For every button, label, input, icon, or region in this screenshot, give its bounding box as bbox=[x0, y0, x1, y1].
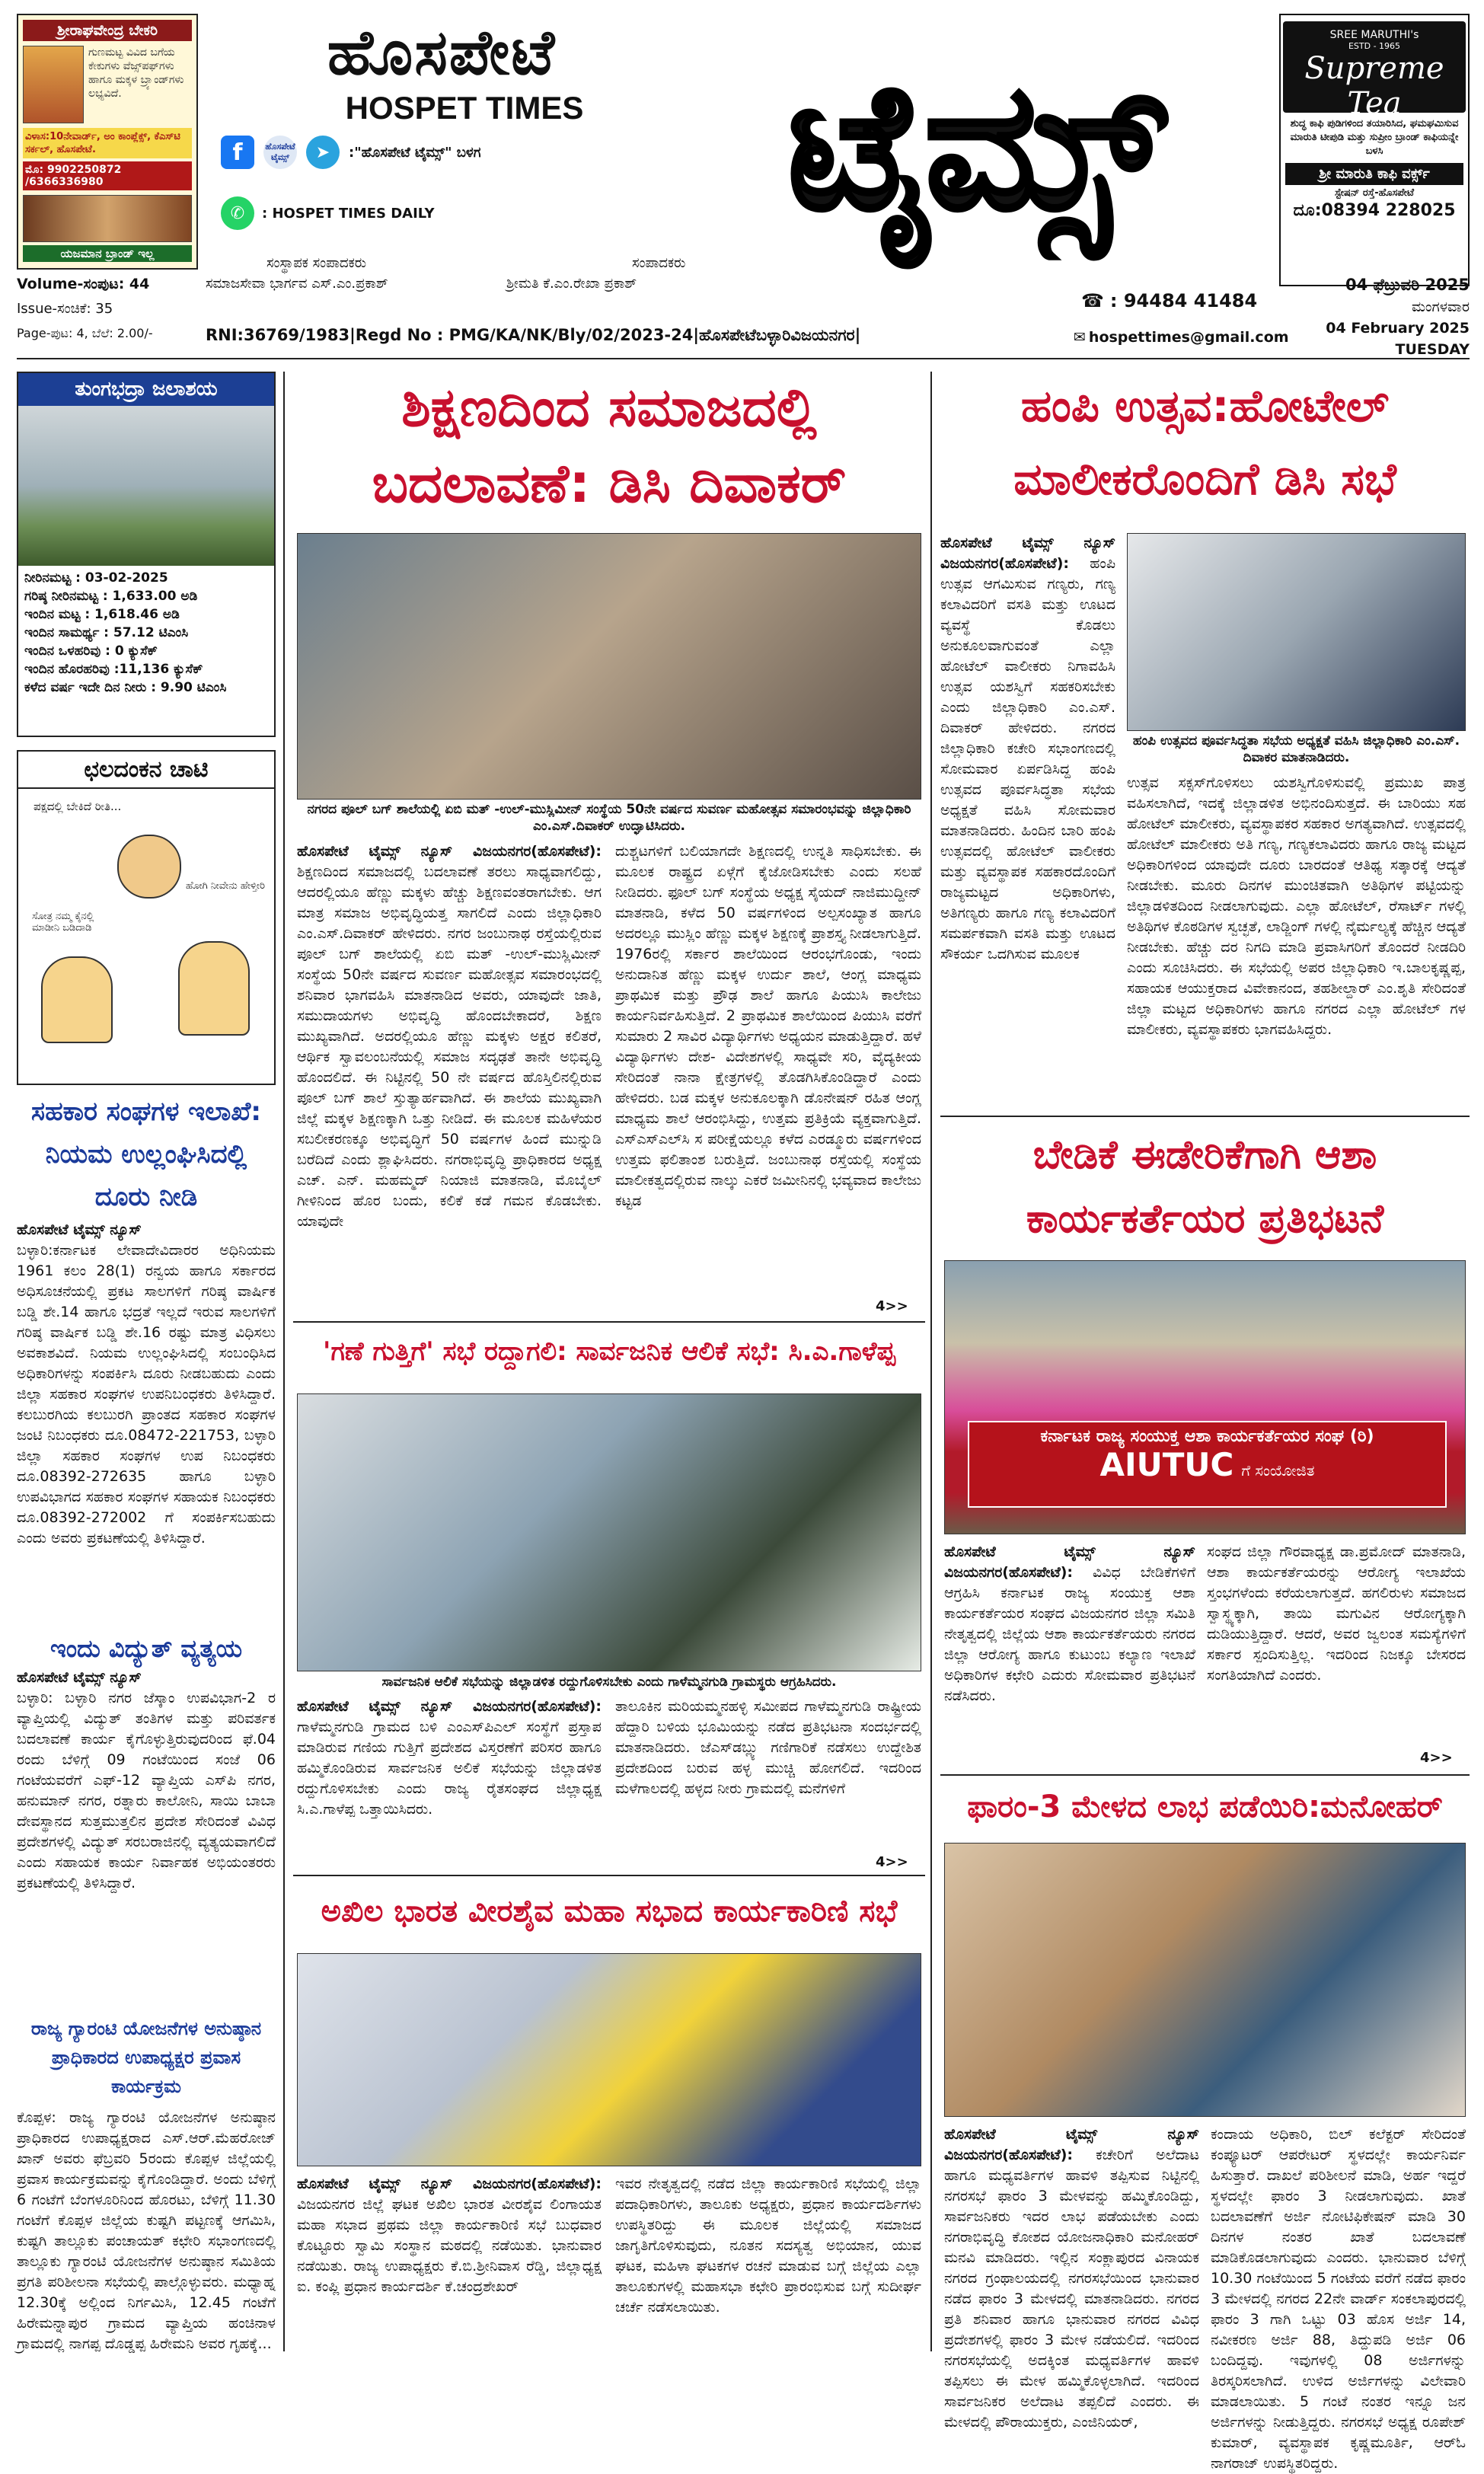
date-kn: 04 ಫೆಬ್ರುವರಿ 2025 bbox=[1345, 276, 1470, 294]
ad-bakery-address: ವಿಳಾಸ:10ನೇವಾರ್ಡ್, ಅಂ ಕಾಂಪ್ಲೆಕ್ಸ್, ಕೆಎಸ್‌ಟಿ ಸರ್ಕಲ್, ಹೊಸಪೇಟೆ. bbox=[23, 128, 192, 158]
dam-reading-row: ಇಂದಿನ ಒಳಹರಿವು : 0 ಕ್ಯುಸೆಕ್ bbox=[24, 643, 158, 659]
email-text[interactable]: hospettimes@gmail.com bbox=[1088, 329, 1289, 346]
left-s2-body bbox=[17, 1668, 276, 2010]
ad-bakery-image bbox=[23, 46, 84, 123]
dam-reading-row: ಇಂದಿನ ಹೊರಹರಿವು :11,136 ಕ್ಯುಸೆಕ್ bbox=[24, 662, 203, 677]
issue: Issue-ಸಂಚಿಕೆ: 35 bbox=[17, 301, 113, 317]
hampi-col-2: ಉತ್ಸವ ಸಕ್ಸಸ್‌ಗೊಳಿಸಲು ಯಶಸ್ವಿಗೊಳಿಸುವಲ್ಲಿ ಪ್ರಮುಖ ಪಾತ್ರ ವಹಿಸಲಾಗಿದೆ, ಇದಕ್ಕೆ ಜಿಲ್ಲಾಡಳಿತ ಅಭಿನಂದಿಸುತ್ತದೆ. ಈ ಬಾರಿಯು ಸಹ ಹೋಟೆಲ್ ಮಾಲೀಕರು, ವ್ಯವಸ್ಥಾಪಕರ ಸಹಕಾರ ಅಗತ್ಯವಾಗಿದೆ. ಉತ್ಸವದಲ್ಲಿ ಹೋಟೆಲ್ ಮಾಲೀಕರು ಅತಿ ಗಣ್ಯ, ಗಣ್ಯಕಲಾವಿದರು ಹಾಗೂ ರಾಜ್ಯ ಮಟ್ಟದ ಅಧಿಕಾರಿಗಳಿಂದ ಯಾವುದೇ ದೂರು ಬಾರದಂತೆ ಆತಿಥ್ಯ ಸತ್ಕಾರಕ್ಕೆ ಆದ್ಯತೆ ನೀಡಬೇಕು. ಮೂರು ದಿನಗಳ ಮುಂಚಿತವಾಗಿ ಅತಿಥಿಗಳ ಪಟ್ಟಿಯನ್ನು ಜಿಲ್ಲಾಡಳಿತದಿಂದ ನೀಡಲಾಗುವುದು. ಎಲ್ಲಾ ಹೋಟೆಲ್, ರೆಸಾರ್ಟ್ ಗಳಲ್ಲಿ ಅತಿಥಿಗಳ ಕೊಠಡಿಗಳ ಸ್ವಚ್ಛತೆ, ಲಾಡ್ಜಿಂಗ್ ಗಳಲ್ಲಿ ನೈರ್ಮಲ್ಯಕ್ಕೆ ಹೆಚ್ಚಿನ ಆದ್ಯತೆ ನೀಡಬೇಕು. ಹೆಚ್ಚು ದರ ನಿಗದಿ ಮಾಡಿ ಪ್ರವಾಸಿಗರಿಗೆ ತೊಂದರೆ ನೀಡದಿರಿ ಎಂದು ಸೂಚಿಸಿದರು. ಈ ಸಭೆಯಲ್ಲಿ ಅಪರ ಜಿಲ್ಲಾಧಿಕಾರಿ ಇ.ಬಾಲಕೃಷ್ಣಪ್ಪ, ಸಹಾಯಕ ಆಯುಕ್ತರಾದ ವಿವೇಕಾನಂದ, ತಹಶೀಲ್ದಾರ್ ಎಂ.ಶೃತಿ ಸೇರಿದಂತೆ ಜಿಲ್ಲಾ ಮಟ್ಟದ ಅಧಿಕಾರಿಗಳು ಹಾಗೂ ನಗರದ ಎಲ್ಲಾ ಹೋಟೆಲ್ ಗಳ ಮಾಲೀಕರು, ವ್ಯವಸ್ಥಾಪಕರು ಭಾಗವಹಿಸಿದ್ದರು. bbox=[1127, 774, 1466, 1038]
day-kn: ಮಂಗಳವಾರ bbox=[1411, 298, 1470, 315]
dam-reading-row: ಇಂದಿನ ಸಾಮರ್ಥ್ಯ : 57.12 ಟಿಎಂಸಿ bbox=[24, 625, 189, 640]
tea-addr: ಸ್ಟೇಷನ್ ರಸ್ತೆ-ಹೊಸಪೇಟೆ bbox=[1334, 187, 1415, 199]
left-s3-title: ರಾಜ್ಯ ಗ್ಯಾರಂಟಿ ಯೋಜನೆಗಳ ಅನುಷ್ಠಾನ ಪ್ರಾಧಿಕಾರದ ಉಪಾಧ್ಯಕ್ಷರ ಪ್ರವಾಸ ಕಾರ್ಯಕ್ರಮ bbox=[30, 2018, 262, 2097]
editor-name: ಶ್ರೀಮತಿ ಕೆ.ಎಂ.ರೇಖಾ ಪ್ರಕಾಶ್ bbox=[506, 276, 637, 292]
tea-body: ಶುದ್ಧ ಕಾಫಿ ಪುಡಿಗಳಿಂದ ತಯಾರಿಸಿದ, ಘಮಘಮಿಸುವ ಮಾರುತಿ ಟೀಪುಡಿ ಮತ್ತು ಸುಪ್ರೀಂ ಬ್ರಾಂಡ್ ಕಾಫಿಯನ್ನೇ ಬಳಸಿ bbox=[1290, 118, 1459, 157]
main-continued[interactable]: 4>> bbox=[876, 1298, 908, 1314]
ganeguthi-headline: 'ಗಣೆ ಗುತ್ತಿಗೆ' ಸಭೆ ರದ್ದಾಗಲಿ: ಸಾರ್ವಜನಿಕ ಆಲಿಕೆ ಸಭೆ: ಸಿ.ಎ.ಗಾಳೆಪ್ಪ bbox=[323, 1336, 895, 1367]
social-row bbox=[221, 133, 678, 171]
main-photo bbox=[297, 533, 921, 800]
form3-col-1-text: ಕಚೇರಿಗೆ ಅಲೆದಾಟ ಹಾಗೂ ಮಧ್ಯವರ್ತಿಗಳ ಹಾವಳಿ ತಪ್ಪಿಸುವ ನಿಟ್ಟಿನಲ್ಲಿ ನಗರಸಭೆ ಫಾರಂ 3 ಮೇಳವನ್ನು ಹಮ್ಮಿಕೊಂಡಿದ್ದು, ಸಾರ್ವಜನಿಕರು ಇದರ ಲಾಭ ಪಡೆಯಬೇಕು ಎಂದು ನಗರಾಭಿವೃದ್ಧಿ ಕೋಶದ ಯೋಜನಾಧಿಕಾರಿ ಮನೋಹರ್ ಮನವಿ ಮಾಡಿದರು. ಇಲ್ಲಿನ ಸಂಕ್ಲಾಪುರದ ವಿನಾಯಕ ನಗರದ ಗ್ರಂಥಾಲಯದಲ್ಲಿ ನಗರಸಭೆಯಿಂದ ಭಾನುವಾರ ನಡೆದ ಫಾರಂ 3 ಮೇಳದಲ್ಲಿ ಮಾತನಾಡಿದರು. ನಗರದ ಪ್ರತಿ ಶನಿವಾರ ಹಾಗೂ ಭಾನುವಾರ ನಗರದ ವಿವಿಧ ಪ್ರದೇಶಗಳಲ್ಲಿ ಫಾರಂ 3 ಮೇಳ ನಡೆಯಲಿದೆ. ಇದರಿಂದ ನಗರಸಭೆಯಲ್ಲಿ ಅದಕ್ಕಿಂತ ಮಧ್ಯವರ್ತಿಗಳ ಹಾವಳಿ ತಪ್ಪಿಸಲು ಈ ಮೇಳ ಹಮ್ಮಿಕೊಳ್ಳಲಾಗಿದೆ. ಇದರಿಂದ ಸಾರ್ವಜನಿಕರ ಅಲೆದಾಟ ತಪ್ಪಲಿದೆ ಎಂದರು. ಈ ಮೇಳದಲ್ಲಿ ಪೌರಾಯುಕ್ತರು, ಎಂಜಿನಿಯರ್, bbox=[944, 2147, 1199, 2431]
whatsapp-icon[interactable]: ✆ bbox=[221, 196, 254, 230]
veerashaiva-lead: ಹೊಸಪೇಟೆ ಟೈಮ್ಸ್ ನ್ಯೂಸ್ ವಿಜಯನಗರ(ಹೊಸಪೇಟೆ): bbox=[297, 2176, 602, 2192]
tea-brand: Supreme Tea bbox=[1304, 51, 1444, 121]
telegram-text: :"ಹೊಸಪೇಟೆ ಟೈಮ್ಸ್" ಬಳಗ bbox=[349, 144, 481, 161]
day-en: TUESDAY bbox=[1395, 341, 1470, 358]
left-s1-text: ಬಳ್ಳಾರಿ:ಕರ್ನಾಟಕ ಲೇವಾದೇವಿದಾರರ ಅಧಿನಿಯಮ 1961 ಕಲಂ 28(1) ರನ್ವಯ ಹಾಗೂ ಸರ್ಕಾರದ ಅಧಿಸೂಚನೆಯಲ್ಲಿ ಪ್ರಕಟ ಸಾಲಗಳಿಗೆ ಗರಿಷ್ಠ ವಾರ್ಷಿಕ ಬಡ್ಡಿ ಶೇ.14 ಹಾಗೂ ಭದ್ರತೆ ಇಲ್ಲದೆ ಇರುವ ಸಾಲಗಳಿಗೆ ಗರಿಷ್ಠ ವಾರ್ಷಿಕ ಬಡ್ಡಿ ಶೇ.16 ರಷ್ಟು ಮಾತ್ರ ವಿಧಿಸಲು ಅವಕಾಶವಿದೆ. ನಿಯಮ ಉಲ್ಲಂಘಿಸಿದಲ್ಲಿ ಸಂಬಂಧಿಸಿದ ಅಧಿಕಾರಿಗಳನ್ನು ಸಂಪರ್ಕಿಸಿ ದೂರು ನೀಡಬಹುದು ಎಂದು ಜಿಲ್ಲಾ ಸಹಕಾರ ಸಂಘಗಳ ಉಪನಿಬಂಧಕರು ತಿಳಿಸಿದ್ದಾರೆ. ಕಲಬುರಗಿಯ ಕಲಬುರಗಿ ಪ್ರಾಂತದ ಸಹಕಾರ ಸಂಘಗಳ ಜಂಟಿ ನಿಬಂಧಕರು ದೂ.08472-221753, ಬಳ್ಳಾರಿ ಜಿಲ್ಲಾ ಸಹಕಾರ ಸಂಘಗಳ ಉಪ ನಿಬಂಧಕರು ದೂ.08392-272635 ಹಾಗೂ ಬಳ್ಳಾರಿ ಉಪವಿಭಾಗದ ಸಹಕಾರ ಸಂಘಗಳ ಸಹಾಯಕ ನಿಬಂಧಕರು ದೂ.08392-272002 ಗೆ ಸಂಪರ್ಕಿಸಬಹುದು ಎಂದು ಅವರು ಪ್ರಕಟಣೆಯಲ್ಲಿ ತಿಳಿಸಿದ್ದಾರೆ. bbox=[17, 1242, 276, 1547]
veerashaiva-col-2: ಇವರ ನೇತೃತ್ವದಲ್ಲಿ ನಡೆದ ಜಿಲ್ಲಾ ಕಾರ್ಯಕಾರಿಣಿ ಸಭೆಯಲ್ಲಿ ಜಿಲ್ಲಾ ಪದಾಧಿಕಾರಿಗಳು, ತಾಲೂಕು ಅಧ್ಯಕ್ಷರು, ಪ್ರಧಾನ ಕಾರ್ಯದರ್ಶಿಗಳು ಉಪಸ್ಥಿತರಿದ್ದು ಈ ಮೂಲಕ ಜಿಲ್ಲೆಯಲ್ಲಿ ಸಮಾಜದ ಜಾಗೃತಿಗೊಳಿಸುವುದು, ನೂತನ ಸದಸ್ಯತ್ವ ಅಭಿಯಾನ, ಯುವ ಘಟಕ, ಮಹಿಳಾ ಘಟಕಗಳ ರಚನೆ ಮಾಡುವ ಬಗ್ಗೆ ಜಿಲ್ಲೆಯ ಎಲ್ಲಾ ತಾಲೂಕುಗಳಲ್ಲಿ ಮಹಾಸಭಾ ಕಛೇರಿ ಪ್ರಾರಂಭಿಸುವ ಬಗ್ಗೆ ಸುದೀರ್ಘ ಚರ್ಚೆ ನಡೆಸಲಾಯಿತು. bbox=[615, 2176, 921, 2316]
pages-price: Page-ಪುಟ: 4, ಬೆಲೆ: 2.00/- bbox=[17, 326, 153, 340]
ad-bakery-brand: ಯಜಮಾನ ಬ್ರಾಂಡ್ ಇಲ್ಲ bbox=[23, 245, 192, 262]
ad-supreme-tea bbox=[1279, 14, 1470, 286]
hampi-photo bbox=[1127, 533, 1466, 731]
tea-since: ESTD - 1965 bbox=[1348, 41, 1401, 51]
veerashaiva-col-1 bbox=[297, 2174, 602, 2353]
main-col-2: ದುಶ್ಚಟಗಳಿಗೆ ಬಲಿಯಾಗದೇ ಶಿಕ್ಷಣದಲ್ಲಿ ಉನ್ನತಿ ಸಾಧಿಸಬೇಕು. ಈ ಮೂಲಕ ರಾಷ್ಟ್ರದ ಏಳ್ಗೆಗೆ ಕೈಜೋಡಿಸಬೇಕು ಎಂದು ಸಲಹೆ ನೀಡಿದರು. ಫೂಲ್ ಬಗ್ ಸಂಸ್ಥೆಯ ಅಧ್ಯಕ್ಷ ಸೈಯದ್ ನಾಜಿಮುದ್ದೀನ್ ಮಾತನಾಡಿ, ಕಳೆದ 50 ವರ್ಷಗಳಿಂದ ಅಲ್ಪಸಂಖ್ಯಾತ ಹಾಗೂ ಅದರಲ್ಲೂ ಮುಸ್ಲಿಂ ಹೆಣ್ಣು ಮಕ್ಕಳ ಶಿಕ್ಷಣಕ್ಕೆ ಪ್ರಾಶಸ್ತ್ಯ ನೀಡಲಾಗುತ್ತಿದೆ. 1976ರಲ್ಲಿ ಸರ್ಕಾರ ಶಾಲೆಯಿಂದ ಆರಂಭಗೊಂಡು, ಇಂದು ಅನುದಾನಿತ ಹೆಣ್ಣು ಮಕ್ಕಳ ಉರ್ದು ಶಾಲೆ, ಆಂಗ್ಲ ಮಾಧ್ಯಮ ಪ್ರಾಥಮಿಕ ಮತ್ತು ಪ್ರೌಢ ಶಾಲೆ ಹಾಗೂ ಪಿಯುಸಿ ಕಾಲೇಜು ಕಾರ್ಯನಿರ್ವಹಿಸುತ್ತಿದೆ. 2 ಪ್ರಾಥಮಿಕ ಶಾಲೆಯಿಂದ ಪಿಯುಸಿ ವರೆಗೆ ಸುಮಾರು 2 ಸಾವಿರ ವಿದ್ಯಾರ್ಥಿಗಳು ಅಧ್ಯಯನ ಮಾಡುತ್ತಿದ್ದಾರೆ. ಹಳೆ ವಿದ್ಯಾರ್ಥಿಗಳು ದೇಶ- ವಿದೇಶಗಳಲ್ಲಿ ಸಾಧ್ಯವೇ ಸರಿ, ವೈದ್ಯಕೀಯ ಸೇರಿದಂತೆ ನಾನಾ ಕ್ಷೇತ್ರಗಳಲ್ಲಿ ತೊಡಗಿಸಿಕೊಂಡಿದ್ದಾರೆ ಎಂದು ಹೇಳಿದರು. ಬಡ ಮಕ್ಕಳ ಅನುಕೂಲಕ್ಕಾಗಿ ಡೊನೇಷನ್ ರಹಿತ ಆಂಗ್ಲ ಮಾಧ್ಯಮ ಶಾಲೆ ಆರಂಭಿಸಿದ್ದು, ಉತ್ತಮ ಪ್ರತಿಕ್ರಿಯೆ ವ್ಯಕ್ತವಾಗುತ್ತಿದೆ. ಎಸ್‌ಎಸ್‌ಎಲ್‌ಸಿ ಸ ಪರೀಕ್ಷೆಯಲ್ಲೂ ಕಳೆದ ಎರಡ್ಮೂರು ವರ್ಷಗಳಿಂದ ಉತ್ತಮ ಫಲಿತಾಂಶ ಬರುತ್ತಿದೆ. ಜಂಬುನಾಥ ರಸ್ತೆಯಲ್ಲಿ ಸಂಸ್ಥೆಯ ಮಾಲೀಕತ್ವದಲ್ಲಿರುವ ನಾಲ್ಕು ಎಕರೆ ಜಮೀನಿನಲ್ಲಿ ಭವ್ಯವಾದ ಕಾಲೇಜು ಕಟ್ಟಡ bbox=[615, 843, 921, 1209]
masthead-title-en: HOSPET TIMES bbox=[345, 90, 584, 126]
ganeguthi-caption: ಸಾರ್ವಜನಿಕ ಆಲಿಕೆ ಸಭೆಯನ್ನು ಜಿಲ್ಲಾಡಳಿತ ರದ್ದುಗೊಳಿಸಬೇಕು ಎಂದು ಗಾಳೆಮ್ಮನಗುಡಿ ಗ್ರಾಮಸ್ಥರು ಆಗ್ರಹಿಸಿದರು. bbox=[381, 1674, 837, 1690]
left-s2-title: ಇಂದು ವಿದ್ಯುತ್ ವ್ಯತ್ಯಯ bbox=[50, 1634, 242, 1663]
masthead-title-kn: ಹೊಸಪೇಟೆ bbox=[327, 17, 557, 89]
asha-banner-sub2: ಗೆ ಸಂಯೋಜಿತ bbox=[1241, 1461, 1315, 1480]
dam-reading-row: ಕಳೆದ ವರ್ಷ ಇದೇ ದಿನ ನೀರು : 9.90 ಟಿಎಂಸಿ bbox=[24, 680, 227, 695]
asha-continued[interactable]: 4>> bbox=[1420, 1750, 1453, 1766]
dam-photo bbox=[18, 406, 274, 566]
email-icon: ✉ bbox=[1074, 329, 1086, 346]
asha-banner-sub: AIUTUC bbox=[1099, 1446, 1234, 1483]
whatsapp-text: : HOSPET TIMES DAILY bbox=[262, 205, 435, 222]
ganeguthi-continued[interactable]: 4>> bbox=[876, 1854, 908, 1870]
veerashaiva-col-1-text: ವಿಜಯನಗರ ಜಿಲ್ಲೆ ಘಟಕ ಅಖಿಲ ಭಾರತ ವೀರಶೈವ ಲಿಂಗಾಯತ ಮಹಾ ಸಭಾದ ಪ್ರಥಮ ಜಿಲ್ಲಾ ಕಾರ್ಯಕಾರಿಣಿ ಸಭೆ ಬುಧವಾರ ಕೊಟ್ಟೂರು ಸ್ವಾಮಿ ಸಂಸ್ಥಾನ ಮಠದಲ್ಲಿ ನಡೆಯಿತು. ಭಾನುವಾರ ನಡೆಯಿತು. ರಾಜ್ಯ ಉಪಾಧ್ಯಕ್ಷರು ಕೆ.ಬಿ.ಶ್ರೀನಿವಾಸ ರೆಡ್ಡಿ, ಜಿಲ್ಲಾಧ್ಯಕ್ಷ ಐ. ಕಂಪ್ಲಿ ಪ್ರಧಾನ ಕಾರ್ಯದರ್ಶಿ ಕೆ.ಚಂದ್ರಶೇಖರ್ bbox=[297, 2196, 602, 2295]
dam-reading-row: ಗರಿಷ್ಠ ನೀರಿನಮಟ್ಟ : 1,633.00 ಅಡಿ bbox=[24, 589, 198, 604]
telegram-icon[interactable]: ➤ bbox=[306, 136, 340, 169]
hampi-intro-text: ಹಂಪಿ ಉತ್ಸವ ಆಗಮಿಸುವ ಗಣ್ಯರು, ಗಣ್ಯ ಕಲಾವಿದರಿಗೆ ವಸತಿ ಮತ್ತು ಊಟದ ವ್ಯವಸ್ಥೆ ಕೊಡಲು ಅನುಕೂಲವಾಗುವಂತೆ ಎಲ್ಲಾ ಹೋಟೆಲ್ ವಾಲೀಕರು ನಿಗಾವಹಿಸಿ ಉತ್ಸವ ಯಶಸ್ವಿಗೆ ಸಹಕರಿಸಬೇಕು ಎಂದು ಜಿಲ್ಲಾಧಿಕಾರಿ ಎಂ.ಎಸ್. ದಿವಾಕರ್ ಹೇಳಿದರು. ನಗರದ ಜಿಲ್ಲಾಧಿಕಾರಿ ಕಚೇರಿ ಸಭಾಂಗಣದಲ್ಲಿ ಸೋಮವಾರ ಏರ್ಪಡಿಸಿದ್ದ ಹಂಪಿ ಉತ್ಸವದ ಪೂರ್ವಸಿದ್ಧತಾ ಸಭೆಯ ಅಧ್ಯಕ್ಷತೆ ವಹಿಸಿ ಸೋಮವಾರ ಮಾತನಾಡಿದರು. ಹಿಂದಿನ ಬಾರಿ ಹಂಪಿ ಉತ್ಸವದಲ್ಲಿ ಹೋಟೆಲ್ ವಾಲೀಕರು ಮತ್ತು ವ್ಯವಸ್ಥಾಪಕ ಸಹಕಾರದೊಂದಿಗೆ ರಾಜ್ಯಮಟ್ಟದ ಅಧಿಕಾರಿಗಳು, ಅತಿಗಣ್ಯರು ಹಾಗೂ ಗಣ್ಯ ಕಲಾವಿದರಿಗೆ ಸಮರ್ಪಕವಾಗಿ ವಸತಿ ಮತ್ತು ಊಟದ ಸೌಕರ್ಯ ಒದಗಿಸುವ ಮೂಲಕ bbox=[940, 555, 1115, 962]
hampi-intro bbox=[940, 533, 1115, 1112]
tea-phone: ದೂ:08394 228025 bbox=[1293, 201, 1456, 220]
ganeguthi-col-2: ತಾಲೂಕಿನ ಮರಿಯಮ್ಮನಹಳ್ಳಿ ಸಮೀಪದ ಗಾಳೆಮ್ಮನಗುಡಿ ರಾಷ್ಟ್ರೀಯ ಹೆದ್ದಾರಿ ಬಳಿಯ ಭೂಮಿಯನ್ನು ನಡೆದ ಪ್ರತಿಭಟನಾ ಸಂದರ್ಭದಲ್ಲಿ ಮಾತನಾಡಿದರು. ಜೆಎಸ್‌ಡಬ್ಲ್ಯು ಗಣಿಗಾರಿಕೆ ನಡೆಸಲು ಉದ್ದೇಶಿತ ಪ್ರದೇಶದಿಂದ ಬರುವ ಹಳ್ಳ ಮುಚ್ಚಿ ಹೋಗಲಿದೆ. ಇದರಿಂದ ಮಳೆಗಾಲದಲ್ಲಿ ಹಳ್ಳದ ನೀರು ಗ್ರಾಮದಲ್ಲಿ ಮನೆಗಳಿಗೆ bbox=[615, 1698, 921, 1797]
main-lead: ಹೊಸಪೇಟೆ ಟೈಮ್ಸ್ ನ್ಯೂಸ್ ವಿಜಯನಗರ(ಹೊಸಪೇಟೆ): bbox=[297, 843, 602, 860]
phone-number: : 94484 41484 bbox=[1109, 290, 1258, 311]
veerashaiva-headline: ಅಖಿಲ ಭಾರತ ವೀರಶೈವ ಮಹಾ ಸಭಾದ ಕಾರ್ಯಕಾರಿಣಿ ಸಭೆ bbox=[321, 1894, 898, 1929]
tea-brand-top: SREE MARUTHI's bbox=[1329, 29, 1419, 41]
asha-col-1-text: ವಿವಿಧ ಬೇಡಿಕೆಗಳಿಗೆ ಆಗ್ರಹಿಸಿ ಕರ್ನಾಟಕ ರಾಜ್ಯ ಸಂಯುಕ್ತ ಆಶಾ ಕಾರ್ಯಕರ್ತೆಯರ ಸಂಘದ ವಿಜಯನಗರ ಜಿಲ್ಲಾ ಸಮಿತಿ ನೇತೃತ್ವದಲ್ಲಿ ಜಿಲ್ಲೆಯ ಆಶಾ ಕಾರ್ಯಕರ್ತೆಯರು ನಗರದ ಜಿಲ್ಲಾ ಆರೋಗ್ಯ ಹಾಗೂ ಕುಟುಂಬ ಕಲ್ಯಾಣ ಇಲಾಖೆ ಅಧಿಕಾರಿಗಳ ಕಛೇರಿ ಎದುರು ಸೋಮವಾರ ಪ್ರತಿಭಟನೆ ನಡೆಸಿದರು. bbox=[944, 1564, 1195, 1704]
ad-bakery-phones: ಮೊ: 9902250872 /6366336980 bbox=[23, 161, 192, 190]
left-s1-body bbox=[17, 1220, 276, 1630]
dam-readings bbox=[18, 566, 274, 700]
left-s3-body: ಕೊಪ್ಪಳ: ರಾಜ್ಯ ಗ್ಯಾರಂಟಿ ಯೋಜನೆಗಳ ಅನುಷ್ಠಾನ ಪ್ರಾಧಿಕಾರದ ಉಪಾಧ್ಯಕ್ಷರಾದ ಎಸ್.ಆರ್.ಮೆಹರೋಜ್ ಖಾನ್ ಅವರು ಫೆಬ್ರವರಿ 5ರಂದು ಕೊಪ್ಪಳ ಜಿಲ್ಲೆಯಲ್ಲಿ ಪ್ರವಾಸ ಕಾರ್ಯಕ್ರಮವನ್ನು ಕೈಗೊಂಡಿದ್ದಾರೆ. ಅಂದು ಬೆಳಿಗ್ಗೆ 6 ಗಂಟೆಗೆ ಬೆಂಗಳೂರಿನಿಂದ ಹೊರಟು, ಬೆಳಿಗ್ಗೆ 11.30 ಗಂಟೆಗೆ ಕೊಪ್ಪಳ ಜಿಲ್ಲೆಯ ಕುಷ್ಟಗಿ ಪಟ್ಟಣಕ್ಕೆ ಆಗಮಿಸಿ, ಕುಷ್ಟಗಿ ತಾಲ್ಲೂಕು ಪಂಚಾಯತ್ ಕಛೇರಿ ಸಭಾಂಗಣದಲ್ಲಿ ತಾಲ್ಲೂಕು ಗ್ಯಾರಂಟಿ ಯೋಜನೆಗಳ ಅನುಷ್ಠಾನ ಸಮಿತಿಯ ಪ್ರಗತಿ ಪರಿಶೀಲನಾ ಸಭೆಯಲ್ಲಿ ಪಾಲ್ಗೊಳ್ಳುವರು. ಮಧ್ಯಾಹ್ನ 12.30ಕ್ಕೆ ಅಲ್ಲಿಂದ ನಿರ್ಗಮಿಸಿ, 12.45 ಗಂಟೆಗೆ ಹಿರೇಮನ್ನಾಪುರ ಗ್ರಾಮದ ವ್ಯಾಪ್ತಿಯ ಹಂಚಿನಾಳ ಗ್ರಾಮದಲ್ಲಿ ನಾಗಪ್ಪ ದೊಡ್ಡಪ್ಪ ಹಿರೇಮನಿ ಅವರ ಗೃಹಕ್ಕೆ... bbox=[17, 2109, 276, 2352]
instagram-like-icon: ಹೊಸಪೇಟೆ ಟೈಮ್ಸ್ bbox=[263, 136, 297, 169]
ad-bakery-cakes bbox=[23, 195, 192, 242]
main-headline: ಶಿಕ್ಷಣದಿಂದ ಸಮಾಜದಲ್ಲಿ ಬದಲಾವಣೆ: ಡಿಸಿ ದಿವಾಕರ್ bbox=[372, 376, 847, 515]
tea-shop: ಶ್ರೀ ಮಾರುತಿ ಕಾಫಿ ವರ್ಕ್ಸ್ bbox=[1285, 163, 1463, 185]
dam-reading-row: ಇಂದಿನ ಮಟ್ಟ : 1,618.46 ಅಡಿ bbox=[24, 607, 180, 622]
hampi-lead: ಹೊಸಪೇಟೆ ಟೈಮ್ಸ್ ನ್ಯೂಸ್ ವಿಜಯನಗರ(ಹೊಸಪೇಟೆ): bbox=[940, 535, 1115, 572]
ganeguthi-lead: ಹೊಸಪೇಟೆ ಟೈಮ್ಸ್ ನ್ಯೂಸ್ ವಿಜಯನಗರ(ಹೊಸಪೇಟೆ): bbox=[297, 1698, 602, 1715]
asha-photo bbox=[944, 1260, 1466, 1534]
dam-title: ತುಂಗಭದ್ರಾ ಜಲಾಶಯ bbox=[18, 373, 274, 406]
left-s2-lead: ಹೊಸಪೇಟೆ ಟೈಮ್ಸ್ ನ್ಯೂಸ್ bbox=[17, 1669, 142, 1686]
form3-lead: ಹೊಸಪೇಟೆ ಟೈಮ್ಸ್ ನ್ಯೂಸ್ ವಿಜಯನಗರ(ಹೊಸಪೇಟೆ): bbox=[944, 2126, 1199, 2163]
cartoon-image bbox=[18, 789, 274, 1071]
ad-bakery bbox=[17, 14, 198, 270]
hampi-caption: ಹಂಪಿ ಉತ್ಸವದ ಪೂರ್ವಸಿದ್ಧತಾ ಸಭೆಯ ಅಧ್ಯಕ್ಷತೆ ವಹಿಸಿ ಜಿಲ್ಲಾಧಿಕಾರಿ ಎಂ.ಎಸ್. ದಿವಾಕರ ಮಾತನಾಡಿದರು. bbox=[1132, 733, 1460, 765]
form3-col-2: ಕಂದಾಯ ಅಧಿಕಾರಿ, ಬಿಲ್ ಕಲೆಕ್ಟರ್ ಸೇರಿದಂತೆ ಕಂಪ್ಯೂಟರ್ ಆಪರೇಟರ್ ಸ್ಥಳದಲ್ಲೇ ಕಾರ್ಯನಿರ್ವ ಹಿಸುತ್ತಾರೆ. ದಾಖಲೆ ಪರಿಶೀಲನೆ ಮಾಡಿ, ಅರ್ಹ ಇದ್ದರೆ ಸ್ಥಳದಲ್ಲೇ ಫಾರಂ 3 ನೀಡಲಾಗುವುದು. ಖಾತೆ ಬದಲಾವಣೆಗೆ ಅರ್ಜಿ ನೋಟಿಫಿಕೇಷನ್ ಮಾಡಿ 30 ದಿನಗಳ ನಂತರ ಖಾತೆ ಬದಲಾವಣೆ ಮಾಡಿಕೊಡಲಾಗುವುದು ಎಂದರು. ಭಾನುವಾರ ಬೆಳಿಗ್ಗೆ 10.30 ಗಂಟೆಯಿಂದ 5 ಗಂಟೆಯ ವರೆಗೆ ನಡೆದ ಫಾರಂ 3 ಮೇಳದಲ್ಲಿ ನಗರದ 22ನೇ ವಾರ್ಡ್ ಸಂಕಲಾಪುರದಲ್ಲಿ ಫಾರಂ 3 ಗಾಗಿ ಒಟ್ಟು 03 ಹೊಸ ಅರ್ಜಿ 14, ನವೀಕರಣ ಅರ್ಜಿ 88, ತಿದ್ದುಪಡಿ ಅರ್ಜಿ 06 ಬಂದಿದ್ದವು. ಇವುಗಳಲ್ಲಿ 08 ಅರ್ಜಿಗಳನ್ನು ತಿರಸ್ಕರಿಸಲಾಗಿದೆ. ಉಳಿದ ಅರ್ಜಿಗಳನ್ನು ವಿಲೇವಾರಿ ಮಾಡಲಾಯಿತು. 5 ಗಂಟೆ ನಂತರ ಇನ್ನೂ ಜನ ಅರ್ಜಿಗಳನ್ನು ನೀಡುತ್ತಿದ್ದರು. ನಗರಸಭೆ ಅಧ್ಯಕ್ಷ ರೂಪೇಶ್ ಕುಮಾರ್, ವ್ಯವಸ್ಥಾಪಕ ಕೃಷ್ಣಮೂರ್ತಿ, ಆರ್‌ಓ ನಾಗರಾಜ್ ಉಪಸ್ಥಿತರಿದ್ದರು. bbox=[1211, 2126, 1466, 2472]
editorial-labels bbox=[221, 255, 799, 276]
main-col-1-text: ಶಿಕ್ಷಣದಿಂದ ಸಮಾಜದಲ್ಲಿ ಬದಲಾವಣೆ ತರಲು ಸಾಧ್ಯವಾಗಲಿದ್ದು, ಆದರಲ್ಲಿಯೂ ಹೆಣ್ಣು ಮಕ್ಕಳು ಹೆಚ್ಚು ಶಿಕ್ಷಣವಂತರಾಗಬೇಕು. ಆಗ ಮಾತ್ರ ಸಮಾಜ ಅಭಿವೃದ್ಧಿಯತ್ತ ಸಾಗಲಿದೆ ಎಂದು ಜಿಲ್ಲಾಧಿಕಾರಿ ಎಂ.ಎಸ್.ದಿವಾಕರ್ ಹೇಳಿದರು. ನಗರ ಜಂಬುನಾಥ ರಸ್ತೆಯಲ್ಲಿರುವ ಪೂಲ್ ಬಗ್ ಶಾಲೆಯಲ್ಲಿ ಏಬಿ ಮತ್ -ಉಲ್-ಮುಸ್ಲಿಮೀನ್ ಸಂಸ್ಥೆಯ 50ನೇ ವರ್ಷದ ಸುವರ್ಣ ಮಹೋತ್ಸವ ಸಮಾರಂಭದಲ್ಲಿ ಶನಿವಾರ ಭಾಗವಹಿಸಿ ಮಾತನಾಡಿದ ಅವರು, ಯಾವುದೇ ಜಾತಿ, ಸಮುದಾಯಗಳು ಅಭಿವೃದ್ಧಿ ಹೊಂದಬೇಕಾದರೆ, ಶಿಕ್ಷಣ ಮುಖ್ಯವಾಗಿದೆ. ಅದರಲ್ಲಿಯೂ ಹೆಣ್ಣು ಮಕ್ಕಳು ಅಕ್ಷರ ಕಲಿತರೆ, ಆರ್ಥಿಕ ಸ್ವಾವಲಂಬನೆಯಲ್ಲಿ ಸಮಾಜ ಸದೃಢತೆ ತಾನೇ ಅಭಿವೃದ್ಧಿ ಹೊಂದಲಿದೆ. ಈ ನಿಟ್ಟಿನಲ್ಲಿ 50 ನೇ ವರ್ಷದ ಹೊಸ್ತಿಲಿನಲ್ಲಿರುವ ಪೂಲ್ ಬಗ್ ಶಾಲೆ ಸ್ತುತ್ಯಾರ್ಹವಾಗಿದೆ. ಈ ಶಾಲೆಯ ಮುಖ್ಯವಾಗಿ ಜಿಲ್ಲೆ ಮಕ್ಕಳ ಶಿಕ್ಷಣಕ್ಕಾಗಿ ಒತ್ತು ನೀಡಿದೆ. ಈ ಮೂಲಕ ಮಹಿಳೆಯರ ಸಬಲೀಕರಣಕ್ಕೂ ಅಭಿವೃದ್ಧಿಗೆ 50 ವರ್ಷಗಳ ಹಿಂದೆ ಮುನ್ನುಡಿ ಬರೆದಿದೆ ಎಂದು ಶ್ಲಾಘಿಸಿದರು. ನಗರಾಭಿವೃದ್ಧಿ ಪ್ರಾಧಿಕಾರದ ಅಧ್ಯಕ್ಷ ಎಚ್. ಎನ್. ಮಹಮ್ಮದ್ ನಿಯಾಜಿ ಮಾತನಾಡಿ, ಮೊಬೈಲ್ ಗೀಳಿನಿಂದ ಹೊರ ಬಂದು, ಕಲಿಕೆ ಕಡೆ ಗಮನ ಕೊಡಬೇಕು. ಯಾವುದೇ bbox=[297, 864, 602, 1230]
volume: Volume-ಸಂಪುಟ: 44 bbox=[17, 276, 150, 292]
founder-name: ಸಮಾಜಸೇವಾ ಭಾರ್ಗವ ಎಸ್.ಎಂ.ಪ್ರಕಾಶ್ bbox=[206, 276, 388, 292]
phone-line bbox=[1081, 288, 1279, 314]
ad-bakery-body: ಗುಣಮಟ್ಟ ವಿವಿದ ಬಗೆಯ ಕೇಕುಗಳು ವೆಜ್ಸ್‌ಪಫ್‌ಗಳು ಹಾಗೂ ಮಕ್ಕಳ ಬ್ರ್ಯಾಂಡ್‌ಗಳು ಲಭ್ಯವಿದೆ. bbox=[88, 46, 184, 100]
asha-lead: ಹೊಸಪೇಟೆ ಟೈಮ್ಸ್ ನ್ಯೂಸ್ ವಿಜಯನಗರ(ಹೊಸಪೇಟೆ): bbox=[944, 1543, 1195, 1581]
left-s2-text: ಬಳ್ಳಾರಿ: ಬಳ್ಳಾರಿ ನಗರ ಜೆಸ್ಕಾಂ ಉಪವಿಭಾಗ-2 ರ ವ್ಯಾಪ್ತಿಯಲ್ಲಿ ವಿದ್ಯುತ್ ತಂತಿಗಳ ಮತ್ತು ಪರಿವರ್ತಕ ಬದಲಾವಣೆ ಕಾರ್ಯ ಕೈಗೊಳ್ಳುತ್ತಿರುವುದರಿಂದ ಫೆ.04 ರಂದು ಬೆಳಿಗ್ಗೆ 09 ಗಂಟೆಯಿಂದ ಸಂಜೆ 06 ಗಂಟೆಯವರೆಗೆ ಎಫ್-12 ವ್ಯಾಪ್ತಿಯ ಎಸ್‌ಪಿ ನಗರ, ಹನುಮಾನ್ ನಗರ, ರತ್ನಾರು ಕಾಲೋನಿ, ಸಾಯಿ ಬಾಬಾ ದೇವಸ್ಥಾನದ ಸುತ್ತಮುತ್ತಲಿನ ಪ್ರದೇಶ ಸೇರಿದಂತೆ ವಿವಿಧ ಪ್ರದೇಶಗಳಲ್ಲಿ ವಿದ್ಯುತ್ ಸರಬರಾಜಿನಲ್ಲಿ ವ್ಯತ್ಯಯವಾಗಲಿದೆ ಎಂದು ಸಹಾಯಕ ಕಾರ್ಯ ನಿರ್ವಾಹಕ ಅಭಿಯಂತರರು ಪ್ರಕಟಣೆಯಲ್ಲಿ ತಿಳಿಸಿದ್ದಾರೆ. bbox=[17, 1690, 276, 1891]
form3-headline: ಫಾರಂ-3 ಮೇಳದ ಲಾಭ ಪಡೆಯಿರಿ:ಮನೋಹರ್ bbox=[967, 1789, 1443, 1824]
left-s1-lead: ಹೊಸಪೇಟೆ ಟೈಮ್ಸ್ ನ್ಯೂಸ್ bbox=[17, 1221, 142, 1238]
asha-col-2: ಸಂಘದ ಜಿಲ್ಲಾ ಗೌರವಾಧ್ಯಕ್ಷ ಡಾ.ಪ್ರಮೋದ್ ಮಾತನಾಡಿ, ಆಶಾ ಕಾರ್ಯಕರ್ತೆಯರನ್ನು ಆರೋಗ್ಯ ಇಲಾಖೆಯ ಸ್ತಂಭಗಳೆಂದು ಕರೆಯಲಾಗುತ್ತದೆ. ಹಗಲಿರುಳು ಸಮಾಜದ ಸ್ವಾಸ್ಥ್ಯಕ್ಕಾಗಿ, ತಾಯಿ ಮಗುವಿನ ಆರೋಗ್ಯಕ್ಕಾಗಿ ದುಡಿಯುತ್ತಿದ್ದಾರೆ. ಆದರೆ, ಅವರ ಜ್ವಲಂತ ಸಮಸ್ಯೆಗಳಿಗೆ ಸರ್ಕಾರ ಸ್ಪಂದಿಸುತ್ತಿಲ್ಲ. ಇದರಿಂದ ನಿಜಕ್ಕೂ ಬೇಸರದ ಸಂಗತಿಯಾಗಿದೆ ಎಂದರು. bbox=[1207, 1543, 1466, 1684]
asha-headline: ಬೇಡಿಕೆ ಈಡೇರಿಕೆಗಾಗಿ ಆಶಾ ಕಾರ್ಯಕರ್ತೆಯರ ಪ್ರತಿಭಟನೆ bbox=[1026, 1132, 1384, 1242]
masthead-title-times: ಟೈಮ್ಸ್ bbox=[787, 46, 1162, 249]
asha-col-1 bbox=[944, 1542, 1195, 1770]
main-col-1 bbox=[297, 841, 602, 1314]
veerashaiva-photo bbox=[297, 1953, 921, 2166]
ganeguthi-col-1-text: ಗಾಳೆಮ್ಮನಗುಡಿ ಗ್ರಾಮದ ಬಳಿ ಎಂಎಸ್‌ಪಿಎಲ್ ಸಂಸ್ಥೆಗೆ ಪ್ರಸ್ತಾಪ ಮಾಡಿರುವ ಗಣಿಯ ಗುತ್ತಿಗೆ ಪ್ರದೇಶದ ವಿಸ್ತರಣೆಗೆ ಪರಿಸರ ಹಾಗೂ ಹಮ್ಮಿಕೊಂಡಿರುವ ಸಾರ್ವಜನಿಕ ಅಲಿಕೆ ಸಭೆಯನ್ನು ಜಿಲ್ಲಾಡಳಿತ ರದ್ದುಗೊಳಿಸಬೇಕು ಎಂದು ರಾಜ್ಯ ರೈತಸಂಘದ ಜಿಲ್ಲಾಧ್ಯಕ್ಷ ಸಿ.ಎ.ಗಾಳೆಪ್ಪ ಒತ್ತಾಯಿಸಿದರು. bbox=[297, 1719, 602, 1818]
form3-col-1 bbox=[944, 2124, 1199, 2431]
facebook-icon[interactable]: f bbox=[221, 136, 254, 169]
ad-bakery-title: ಶ್ರೀರಾಘವೇಂದ್ರ ಬೇಕರಿ bbox=[23, 20, 192, 41]
form3-photo bbox=[944, 1843, 1466, 2117]
cartoon-bubble-1: ಪಕ್ಷದಲ್ಲಿ ಬೇಕಿದೆ ರೀತಿ... bbox=[34, 800, 122, 813]
dam-reading-row: ನೀರಿನಮಟ್ಟ : 03-02-2025 bbox=[24, 570, 168, 586]
asha-banner bbox=[968, 1421, 1447, 1508]
cartoon-figure-2 bbox=[41, 956, 113, 1043]
whatsapp-row bbox=[221, 194, 525, 232]
email-line bbox=[1074, 326, 1287, 349]
ganeguthi-col-1 bbox=[297, 1697, 602, 1860]
cartoon-figure-3 bbox=[178, 941, 250, 1036]
cartoon-bubble-3: ಹೋಗಿ ನೀವೇನು ಹೇಳ್ತೀರಿ bbox=[186, 880, 265, 892]
ganeguthi-photo bbox=[297, 1393, 921, 1671]
cartoon-title: ಛಲದಂಕನ ಚಾಟಿ bbox=[18, 752, 274, 789]
cartoon-bubble-2: ಸೋತ್ರ ನಮ್ಮ ಕೈನಲ್ಲಿ ಮಾಡೀನಿ ಬಡಿದಾಡಿ bbox=[32, 911, 94, 934]
hampi-headline: ಹಂಪಿ ಉತ್ಸವ:ಹೋಟೇಲ್ ಮಾಲೀಕರೊಂದಿಗೆ ಡಿಸಿ ಸಭೆ bbox=[1013, 380, 1396, 505]
left-s1-title: ಸಹಕಾರ ಸಂಘಗಳ ಇಲಾಖೆ: ನಿಯಮ ಉಲ್ಲಂಘಿಸಿದಲ್ಲಿ ದೂರು ನೀಡಿ bbox=[31, 1097, 261, 1212]
main-caption: ನಗರದ ಪೂಲ್ ಬಗ್ ಶಾಲೆಯಲ್ಲಿ ಏಬಿ ಮತ್ -ಉಲ್-ಮುಸ್ಲಿಮೀನ್ ಸಂಸ್ಥೆಯ 50ನೇ ವರ್ಷದ ಸುವರ್ಣ ಮಹೋತ್ಸವ ಸಮಾರಂಭವನ್ನು ಜಿಲ್ಲಾಧಿಕಾರಿ ಎಂ.ಎಸ್.ದಿವಾಕರ್ ಉದ್ಘಾಟಿಸಿದರು. bbox=[307, 802, 911, 834]
tea-logo bbox=[1283, 21, 1466, 121]
dam-box bbox=[17, 372, 276, 737]
reg-line: RNI:36769/1983|Regd No : PMG/KA/NK/Bly/02/2023-24|ಹೊಸಪೇಟೆಬಳ್ಳಾರಿವಿಜಯನಗರ| bbox=[206, 326, 861, 344]
cartoon-figure-1 bbox=[117, 835, 181, 899]
asha-banner-text: ಕರ್ನಾಟಕ ರಾಜ್ಯ ಸಂಯುಕ್ತ ಆಶಾ ಕಾರ್ಯಕರ್ತೆಯರ ಸಂಘ (ರಿ) bbox=[1040, 1427, 1374, 1446]
phone-icon: ☎ bbox=[1081, 290, 1104, 311]
date-en: 04 February 2025 bbox=[1326, 320, 1470, 337]
editor-label: ಸಂಪಾದಕರು bbox=[632, 255, 686, 271]
founder-label: ಸಂಸ್ಥಾಪಕ ಸಂಪಾದಕರು bbox=[266, 255, 367, 271]
cartoon-box bbox=[17, 750, 276, 1085]
